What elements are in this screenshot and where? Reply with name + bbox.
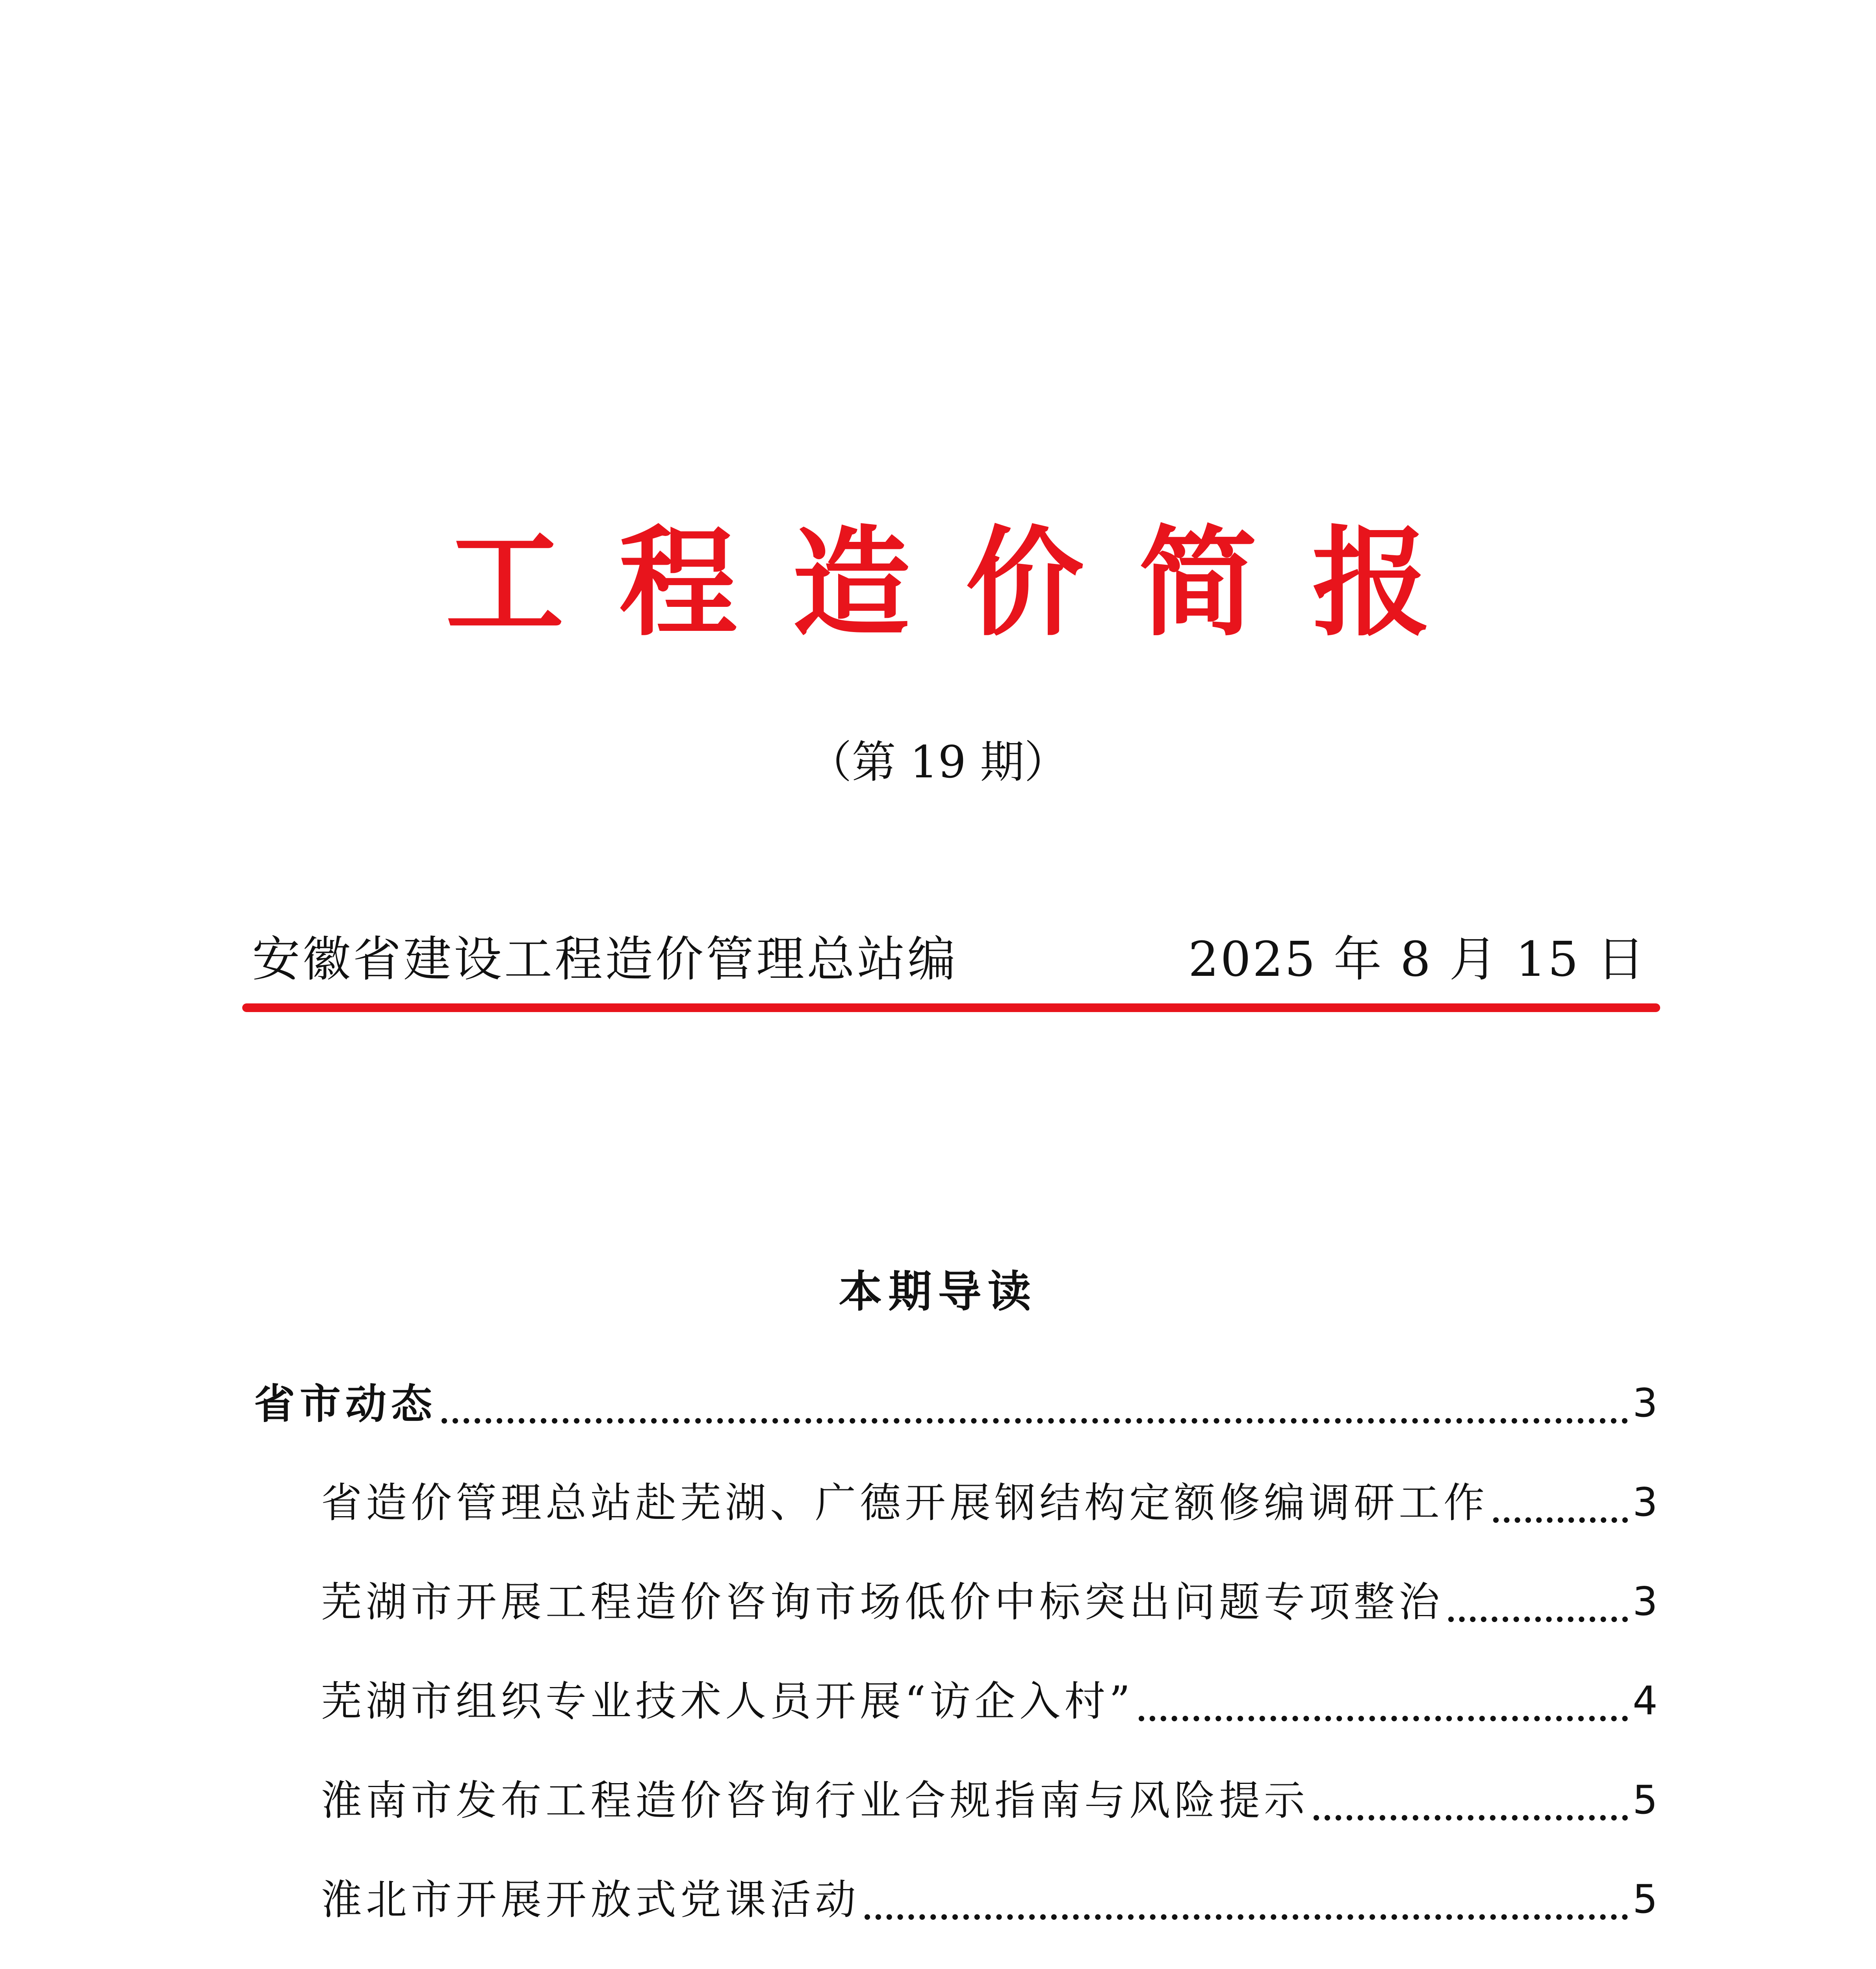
toc-entry[interactable] — [254, 1876, 1656, 1969]
toc-entry[interactable] — [254, 1579, 1656, 1678]
toc-page-number: 3 — [1633, 1479, 1658, 1525]
bulletin-title: 工程造价简报 — [445, 513, 1486, 652]
toc-leader-dots — [1314, 1776, 1628, 1821]
toc-section-provincial[interactable] — [254, 1380, 1656, 1480]
toc-heading: 本期导读 — [839, 1266, 1037, 1317]
toc-entry-label: 芜湖市开展工程造价咨询市场低价中标突出问题专项整治 — [321, 1578, 1444, 1626]
toc-leader-dots — [1493, 1478, 1628, 1523]
toc-entry[interactable] — [254, 1777, 1656, 1876]
toc-page-number: 3 — [1633, 1578, 1658, 1624]
toc-entry-label: 淮南市发布工程造价咨询行业合规指南与风险提示 — [321, 1776, 1309, 1824]
toc-entry-label: 省造价管理总站赴芜湖、广德开展钢结构定额修编调研工作 — [321, 1479, 1489, 1527]
toc-page-number: 5 — [1633, 1777, 1658, 1823]
toc-entry[interactable] — [254, 1480, 1656, 1579]
issue-number: （第 19 期） — [807, 737, 1069, 788]
toc-entry-label: 淮北市开展开放式党课活动 — [321, 1876, 860, 1924]
toc-entry-label: 芜湖市组织专业技术人员开展“访企入村” — [321, 1677, 1134, 1725]
toc-section-label: 省市动态 — [254, 1379, 437, 1428]
toc-leader-dots — [442, 1379, 1628, 1424]
toc-leader-dots — [1448, 1577, 1628, 1622]
publisher: 安徽省建设工程造价管理总站编 — [252, 931, 958, 987]
toc-page-number: 4 — [1633, 1678, 1658, 1724]
masthead-row — [252, 931, 1646, 994]
masthead-red-rule — [242, 1003, 1660, 1012]
toc-page-number: 5 — [1633, 1876, 1658, 1922]
toc-entry[interactable] — [254, 1678, 1656, 1777]
toc-leader-dots — [865, 1875, 1628, 1920]
table-of-contents — [254, 1380, 1656, 1969]
publication-date: 2025 年 8 月 15 日 — [1188, 931, 1646, 987]
toc-leader-dots — [1139, 1676, 1628, 1721]
toc-page-number: 3 — [1633, 1380, 1658, 1426]
